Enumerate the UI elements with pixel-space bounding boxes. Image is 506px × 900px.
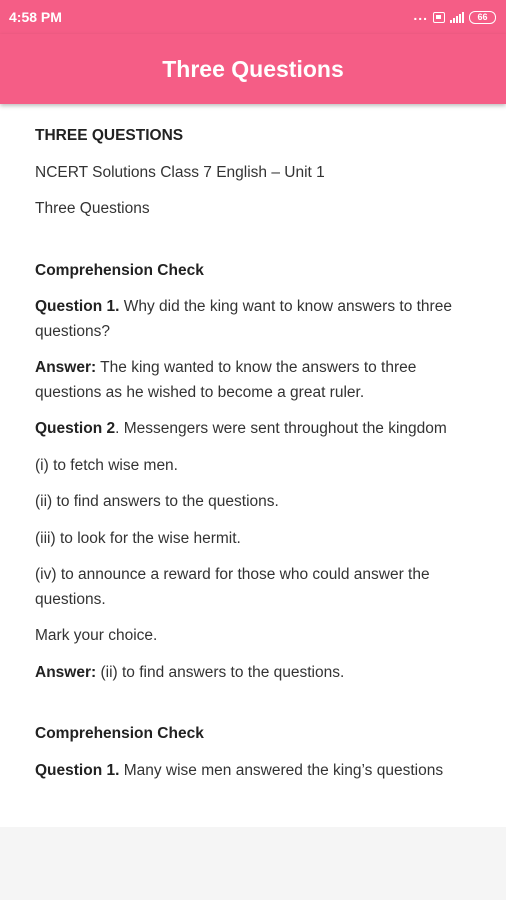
section-heading: Comprehension Check — [35, 261, 204, 279]
option-4: (iv) to announce a reward for those who could answer the questions. — [35, 566, 430, 608]
notification-box-icon — [433, 12, 445, 23]
answer-text: The king wanted to know the answers to three questions as he wished to become a great ruler. — [35, 359, 417, 401]
page-title: Three Questions — [162, 55, 344, 82]
notification-dots-icon: ... — [413, 7, 428, 23]
status-time: 4:58 PM — [9, 9, 62, 25]
answer-label: Answer: — [35, 359, 97, 376]
section-heading: Comprehension Check — [35, 725, 204, 742]
question-text: Why did the king want to know answers to three questions? — [35, 298, 452, 340]
content-scroll-area[interactable] — [0, 104, 506, 827]
article-body — [0, 104, 506, 783]
option-3: (iii) to look for the wise hermit. — [35, 529, 241, 547]
status-icons — [413, 7, 496, 24]
question-3 — [35, 759, 456, 784]
answer-2 — [35, 661, 456, 686]
option-1: (i) to fetch wise men. — [35, 456, 178, 474]
option-2: (ii) to find answers to the questions. — [35, 493, 279, 510]
app-bar — [0, 34, 506, 104]
bottom-blank-area — [0, 827, 506, 900]
answer-text: (ii) to find answers to the questions. — [96, 663, 345, 681]
status-bar — [0, 0, 506, 34]
document-title: THREE QUESTIONS — [35, 127, 184, 144]
question-label: Question 1. — [35, 761, 120, 779]
question-text: Many wise men answered the king’s questions — [119, 761, 444, 779]
question-2 — [35, 417, 456, 442]
chapter-title: Three Questions — [35, 200, 150, 217]
question-label: Question 1. — [35, 298, 120, 315]
question-label: Question 2 — [35, 420, 116, 437]
document-subtitle: NCERT Solutions Class 7 English – Unit 1 — [35, 163, 325, 181]
instruction-text: Mark your choice. — [35, 627, 158, 644]
battery-icon: 66 — [469, 11, 496, 24]
answer-label: Answer: — [35, 663, 97, 681]
signal-icon — [450, 11, 464, 23]
answer-1 — [35, 356, 456, 405]
question-1 — [35, 295, 456, 344]
question-text: . Messengers were sent throughout the kingdom — [115, 420, 447, 437]
